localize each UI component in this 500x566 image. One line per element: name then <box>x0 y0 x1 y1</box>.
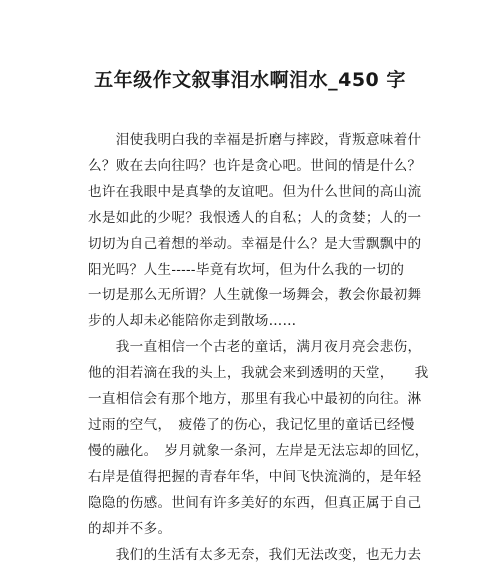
text-line: 慢的融化。 岁月就象一条河，左岸是无法忘却的回忆， <box>88 442 429 459</box>
text-line: 泪使我明白我的幸福是折磨与摔跤，背叛意味着什 <box>88 132 422 148</box>
text-line: 右岸是值得把握的青春年华，中间飞快流淌的，是年轻 <box>88 468 422 485</box>
document-body <box>88 128 429 566</box>
text-line: 切切为自己着想的举动。幸福是什么？是大雪飘飘中的 <box>88 235 422 252</box>
text-line: 隐隐的伤感。世间有许多美好的东西，但真正属于自己 <box>88 494 422 511</box>
paragraph-1 <box>88 128 422 335</box>
text-line: 水是如此的少呢？我恨透人的自私；人的贪婪；人的一 <box>88 209 422 226</box>
paragraph-3 <box>88 543 422 566</box>
text-line: 步的人却未必能陪你走到散场…… <box>88 313 297 330</box>
text-line: 的却并不多。 <box>88 520 172 537</box>
text-line: 阳光吗？人生-----毕竟有坎坷，但为什么我的一切的 <box>88 261 405 278</box>
text-line: 他的泪若滴在我的头上，我就会来到透明的天堂， 我 <box>88 365 429 382</box>
text-line: 过雨的空气， 疲倦了的伤心，我记忆里的童话已经慢 <box>88 416 415 433</box>
text-line: 我一直相信一个古老的童话，满月夜月亮会悲伤， <box>88 339 422 356</box>
text-line: 我们的生活有太多无奈，我们无法改变，也无力去 <box>88 546 422 563</box>
paragraph-2 <box>88 335 429 542</box>
text-line: 一直相信会有那个地方，那里有我心中最初的向往。淋 <box>88 391 422 408</box>
text-line: 也许在我眼中是真挚的友谊吧。但为什么世间的高山流 <box>88 183 422 200</box>
text-line: 一切是那么无所谓？人生就像一场舞会，教会你最初舞 <box>88 287 422 304</box>
text-line: 么？败在去向往吗？也许是贪心吧。世间的情是什么？ <box>88 157 422 174</box>
document-title: 五年级作文叙事泪水啊泪水_450 字 <box>94 69 406 91</box>
